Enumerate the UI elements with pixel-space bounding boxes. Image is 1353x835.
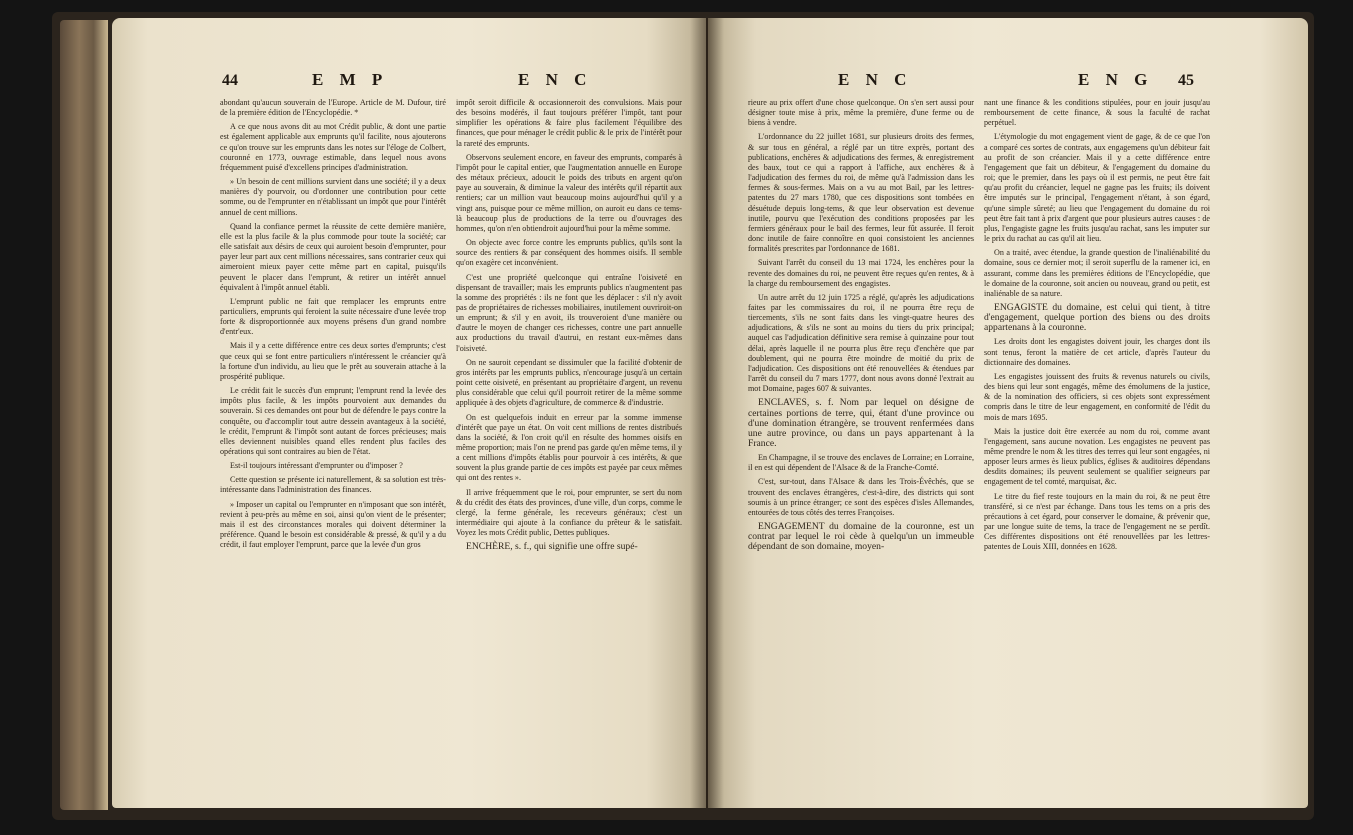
right-page <box>708 18 1308 808</box>
paragraph: A ce que nous avons dit au mot Crédit public, & dont une partie est également applicable aux emprunts qu'il facilite, nous ajouterons ce qu'on trouve sur les emprunts dans les notes sur l'éloge de Colbert, couronné en 1773, ouvrage estimable, dans lequel nous avons fréquemment puisé d'excellens principes d'administration. <box>220 122 446 172</box>
paragraph: abondant qu'aucun souverain de l'Europe. Article de M. Dufour, tiré de la première édition de l'Encyclopédie. * <box>220 98 446 118</box>
paragraph: » Imposer un capital ou l'emprunter en n'imposant que son intérêt, revient à peu-près au même en soi, ainsi qu'on vient de le présenter; mais il est des circonstances morales qui doivent déterminer la préférence. Quand le besoin est considérable & pressé, & qu'il y a du crédit, il faut employer l'emprunt, parce que la levée d'un gros <box>220 499 446 550</box>
paragraph: Le titre du fief reste toujours en la main du roi, & ne peut être transféré, si ce n'est par échange. Dans tous les tems on a pris des précautions à cet égard, pour conserver le domaine, & prévenir que, par une longue suite de tems, la trace de l'engagement ne se perdît. Ces différentes dispositions ont été renouvellées par les lettres-patentes de Louis XIII, données en 1628. <box>984 491 1210 552</box>
paragraph: Cette question se présente ici naturellement, & sa solution est très-intéressante dans l'administration des finances. <box>220 475 446 495</box>
paragraph: » Un besoin de cent millions survient dans une société; il y a deux manières d'y pourvoir, ou d'ordonner une contribution pour cette somme, ou de l'emprunter en n'établissant un impôt que pour l'intérêt annuel de cent millions. <box>220 177 446 217</box>
dictionary-entry: ENCLAVES, s. f. Nom par lequel on désigne de certaines portions de terre, qui, étant d'une province ou d'une domination étrangère, se trouvent renfermées dans une autre province, ou dans un pays appartenant à la France. <box>748 397 974 449</box>
left-page <box>112 18 706 808</box>
page-number: 45 <box>1178 72 1194 89</box>
paragraph: C'est une propriété quelconque qui entraîne l'oisiveté en dispensant de travailler; mais les emprunts publics n'augmentent pas la somme des propriétés : ils ne font que les déplacer : s'il n'y avoit pas de propriétaires de richesses mobiliaires, inutilement ouvriroit-on un emprunt; & s'il y en avoit, ils trouveroient d'une manière ou d'autre le moyen de changer ces richesses, contre une part annuelle aux productions du travail d'autrui, en restant eux-mêmes dans l'oisiveté. <box>456 272 682 353</box>
paragraph: Il arrive fréquemment que le roi, pour emprunter, se sert du nom & du crédit des états des provinces, d'une ville, d'un corps, comme le clergé, la ferme générale, les receveurs généraux; c'est un intermédiaire qui ajoute à la confiance du prêteur & le satisfait. Voyez les mots Crédit public, Dettes publiques. <box>456 487 682 538</box>
paragraph: Mais la justice doit être exercée au nom du roi, comme avant l'engagement, sans aucune novation. Les engagistes ne peuvent pas même prendre le nom & les titres des terres qui leur sont engagées, ni apposer leurs armes ès lieux publics, églises & auditoires dépendans desdits domaines; ils peuvent seulement se qualifier seigneurs par engagement de tel comté, marquisat, &c. <box>984 426 1210 487</box>
paragraph: Mais il y a cette différence entre ces deux sortes d'emprunts; c'est que ceux qui se font entre particuliers n'intéressent le créancier qu'à la fortune d'un individu, au lieu que le prêt au souverain attache à la prospérité publique. <box>220 341 446 381</box>
book-fore-edge <box>60 20 108 810</box>
paragraph: On est quelquefois induit en erreur par la somme immense d'intérêt que paye un état. On voit cent millions de rentes distribués dans la société, & l'on croit qu'il en résulte des hommes oisifs en même proportion; mais l'on ne prend pas garde qu'en même tems, il y a cent millions d'impôts établis pour pourvoir à ces intérêts, & que souvent la plus grande partie de ces impôts est payée par ceux mêmes qui ont des rentes ». <box>456 412 682 483</box>
paragraph: On a traité, avec étendue, la grande question de l'inaliénabilité du domaine, sous ce dernier mot; il seroit superflu de la ramener ici, en assurant, comme dans les premières éditions de l'Encyclopédie, que le domaine de la couronne, soit ancien ou nouveau, grand ou petit, est inaliénable de sa nature. <box>984 248 1210 298</box>
page-number: 44 <box>222 72 238 89</box>
book-gutter <box>690 18 724 808</box>
paragraph: impôt seroit difficile & occasionneroit des convulsions. Mais pour des besoins modérés, il faut toujours préférer l'impôt, tant pour simplifier les opérations & faire plus facilement l'équilibre des finances, que pour ménager le crédit public & le prix de l'intérêt pour la rareté des emprunts. <box>456 98 682 148</box>
paragraph: En Champagne, il se trouve des enclaves de Lorraine; en Lorraine, il en est qui dépendent de l'Alsace & de la Franche-Comté. <box>748 453 974 473</box>
paragraph: C'est, sur-tout, dans l'Alsace & dans les Trois-Évêchés, que se trouvent des enclaves étrangères, c'est-à-dire, des districts qui sont soumis à un prince étranger; ce sont des espèces d'isles Allemandes, entourées de tous côtés des terres Françoises. <box>748 477 974 517</box>
running-head: E M P <box>312 70 389 89</box>
paragraph: nant une finance & les conditions stipulées, pour en jouir jusqu'au remboursement de cette finance, & sous la faculté de rachat perpétuel. <box>984 98 1210 128</box>
dictionary-entry: ENGAGEMENT du domaine de la couronne, est un contrat par lequel le roi cède à quelqu'un un immeuble dépendant de son domaine, moyen- <box>748 521 974 553</box>
paragraph: Les droits dont les engagistes doivent jouir, les charges dont ils sont tenus, feront la matière de cet article, d'après l'auteur du dictionnaire des domaines. <box>984 337 1210 367</box>
running-head: E N G <box>1078 70 1154 89</box>
paragraph: L'ordonnance du 22 juillet 1681, sur plusieurs droits des fermes, & sur tous en général, a réglé par un titre exprès, portant des publications, enchères & adjudications des fermes, & enregistrement des baux, tout ce qui a rapport à l'affiche, aux enchères & à l'adjudication des fermes du roi, de même qu'à l'admission dans les fermes & sous-fermes. Mais on a vu au mot Bail, par les lettres-patentes du 27 mars 1780, que ces dispositions sont tombées en désuétude depuis long-tems, & que leur observation est devenue inutile, pourvu que l'exécution des conditions proposées par les fermiers généraux pour le bail des fermes, leur fût assurée. Il feroit donc inutile de faire connoître en quoi consistoient les anciennes formalités prescrites par l'ordonnance de 1681. <box>748 132 974 254</box>
paragraph: Quand la confiance permet la réussite de cette dernière manière, elle est la plus facile & la plus commode pour toute la société; car elle satisfait aux désirs de ceux qui auroient besoin d'emprunter, pour payer leur part aux cent millions nécessaires, sans contrarier ceux qui aimeroient mieux payer cette même part en capital, puisqu'ils peuvent le placer dans l'emprunt, & retirer un intérêt annuel équivalent à l'impôt annuel établi. <box>220 221 446 292</box>
paragraph: rieure au prix offert d'une chose quelconque. On s'en sert aussi pour désigner toute mise à prix, même la première, d'une ferme ou de biens à vendre. <box>748 98 974 128</box>
running-head: E N C <box>838 70 913 89</box>
paragraph: Un autre arrêt du 12 juin 1725 a réglé, qu'après les adjudications faites par les commissaires du roi, il ne pourra être reçu de tiercements, s'ils ne sont faits dans les vingt-quatre heures des adjudications, & s'ils ne sont au moins du tiers du prix principal; auquel cas l'adjudication définitive sera remise à quinzaine pour tout délai, après laquelle il ne pourra plus être reçu d'enchère que par doublement, qui ne pourra être moindre de moitié du prix de l'adjudication. Ces dispositions ont été renouvellées & étendues par l'arrêt du conseil du 7 mars 1777, dont nous avons donné l'extrait au mot Domaine, pages 607 & suivantes. <box>748 292 974 394</box>
paragraph: Suivant l'arrêt du conseil du 13 mai 1724, les enchères pour la revente des domaines du roi, ne peuvent être reçues qu'en rentes, & à la charge du remboursement des engagistes. <box>748 258 974 288</box>
text-column <box>456 98 682 557</box>
paragraph: Les engagistes jouissent des fruits & revenus naturels ou civils, des biens qui leur sont engagés, même des émolumens de la justice, & de la nomination des officiers, si ces objets sont expressément compris dans le titre de leur engagement, en conformité de l'édit du mois de mars 1695. <box>984 371 1210 422</box>
text-column <box>748 98 974 557</box>
paragraph: L'étymologie du mot engagement vient de gage, & de ce que l'on a comparé ces sortes de contrats, aux engagemens qu'un débiteur fait au profit de son créancier. Mais il y a cette différence entre l'engagement que fait un débiteur, & l'engagement du domaine du roi; que le premier, dans les pays où il est permis, ne peut être fait qu'au profit du créancier, lequel ne gagne pas les fruits; ils doivent être imputés sur le principal, l'engagement n'étant, à son égard, qu'une simple sûreté; au lieu que l'engagement du domaine du roi peut être fait tant à prix d'argent que pour plusieurs autres causes : de plus, l'engagiste gagne les fruits jusqu'au rachat, sans les imputer sur le prix du rachat au cas qu'il ait lieu. <box>984 132 1210 244</box>
paragraph: Observons seulement encore, en faveur des emprunts, comparés à l'impôt pour le capital entier, que l'augmentation annuelle en Europe des métaux précieux, adoucit le poids des tributs en argent qu'on paye au souverain, & diminue la valeur des intérêts qu'il répartit aux rentiers; car un million vaut beaucoup moins aujourd'hui qu'il y a vingt ans, puisque pour ce même million, on auroit eu dans ce tems-là beaucoup plus de productions de la terre ou d'ouvrages des hommes, qu'on n'en obtiendroit aujourd'hui pour la même somme. <box>456 152 682 233</box>
paragraph: Est-il toujours intéressant d'emprunter ou d'imposer ? <box>230 461 403 471</box>
paragraph: Le crédit fait le succès d'un emprunt; l'emprunt rend la levée des impôts plus facile, & les impôts pourvoient aux demandes du souverain. Si ces demandes ont pour but de défendre le pays contre la conquête, ou d'accomplir tout autre dessein avantageux à la société, le crédit, l'emprunt & l'impôt sont autant de forces précieuses; mais elles deviennent nuisibles quand elles rendent plus faciles des opérations qui sont contraires au bien de l'état. <box>220 386 446 456</box>
paragraph: On ne sauroit cependant se dissimuler que la facilité d'obtenir de gros intérêts par les emprunts publics, n'encourage jusqu'à un certain point cette oisiveté, en présentant au propriétaire d'argent, un revenu plus considérable que celui qu'il pourroit retirer de la même somme appliquée à des objets d'agriculture, de commerce & d'industrie. <box>456 357 682 408</box>
dictionary-entry: ENCHÈRE, s. f., qui signifie une offre supé- <box>466 541 638 553</box>
paragraph: L'emprunt public ne fait que remplacer les emprunts entre particuliers, emprunts qui feroient la suite nécessaire d'une levée trop forte & disproportionnée aux moyens présens d'un grand nombre d'entr'eux. <box>220 296 446 337</box>
dictionary-entry: ENGAGISTE du domaine, est celui qui tient, à titre d'engagement, quelque portion des biens ou des droits appartenans à la couronne. <box>984 301 1210 334</box>
text-column <box>220 98 446 554</box>
text-column <box>984 98 1210 557</box>
running-head: E N C <box>518 70 593 89</box>
paragraph: On objecte avec force contre les emprunts publics, qu'ils sont la source des rentiers & par conséquent des hommes oisifs. Il semble qu'on exagère cet inconvénient. <box>456 238 682 268</box>
